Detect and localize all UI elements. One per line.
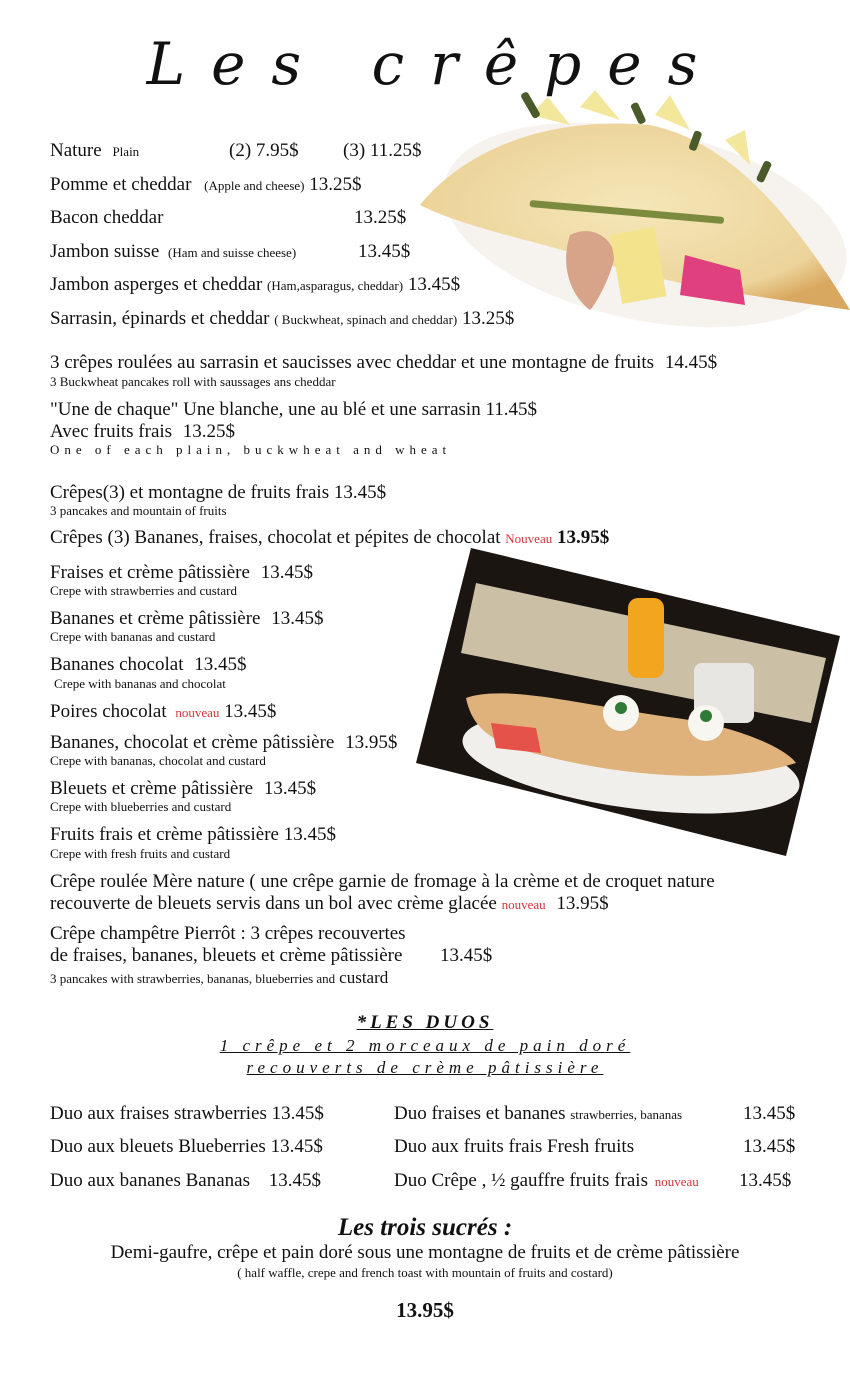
item-price: 13.45$ <box>194 654 247 675</box>
item-desc-end: custard <box>339 968 389 987</box>
item-price-3: (3) 11.25$ <box>343 140 422 161</box>
page-title: Les crêpes <box>146 30 724 98</box>
trois-sucres-desc: Demi-gaufre, crêpe et pain doré sous une montagne de fruits et de crème pâtissière <box>110 1242 740 1263</box>
menu-item-nature <box>50 140 139 163</box>
item-name: Bananes chocolat <box>50 654 184 675</box>
item-price: 13.45$ <box>739 1170 792 1191</box>
item-name-cont: recouverte de bleuets servis dans un bol avec crème glacée <box>50 893 497 914</box>
trois-sucres-desc-en: ( half waffle, crepe and french toast with mountain of fruits and costard) <box>237 1265 613 1280</box>
item-name: Fraises et crème pâtissière <box>50 562 250 583</box>
menu-item-mere-nature: Crêpe roulée Mère nature ( une crêpe garnie de fromage à la crème et de croquet nature <box>50 871 715 892</box>
item-name: Poires chocolat <box>50 701 167 722</box>
item-price: 13.45$ <box>440 945 493 966</box>
item-name: Crêpes(3) et montagne de fruits frais <box>50 482 330 503</box>
item-note: (Apple and cheese) <box>204 178 305 193</box>
item-variant <box>50 421 235 443</box>
item-note: strawberries, bananas <box>570 1107 683 1122</box>
menu-item-pierrot: Crêpe champêtre Pierrôt : 3 crêpes recouvertes <box>50 923 406 944</box>
item-name: Fruits frais et crème pâtissière <box>50 824 279 845</box>
item-name: Duo aux bleuets Blueberries <box>50 1136 266 1157</box>
menu-item-bacon-cheddar: Bacon cheddar <box>50 207 164 228</box>
duos-subtitle-2: recouverts de crème pâtissière <box>246 1058 604 1077</box>
menu-item-sarrasin-epinards <box>50 308 514 331</box>
new-badge: Nouveau <box>505 531 553 546</box>
menu-item-fraises-creme <box>50 562 313 584</box>
item-price: 13.95$ <box>556 527 610 548</box>
menu-item-bananes-creme <box>50 608 323 630</box>
menu-item-pomme-cheddar <box>50 174 362 197</box>
item-desc: Crepe with fresh fruits and custard <box>50 846 231 861</box>
duo-item-fruits-frais: Duo aux fruits frais Fresh fruits <box>394 1136 635 1157</box>
item-name: Duo aux bananes Bananas <box>50 1170 250 1191</box>
item-price: 14.45$ <box>664 352 718 373</box>
item-price: 13.45$ <box>358 241 411 262</box>
item-price: 13.45$ <box>271 608 324 629</box>
item-desc: Crepe with bananas and chocolat <box>54 676 226 691</box>
item-desc: Crepe with blueberries and custard <box>50 799 232 814</box>
item-variant-label: Avec fruits frais <box>50 421 173 442</box>
item-name: Duo aux fraises strawberries <box>50 1103 267 1124</box>
item-name: Duo fraises et bananes <box>394 1103 566 1124</box>
menu-item-crepes-bananes-fraises <box>50 527 609 550</box>
item-price: 13.45$ <box>271 1103 324 1124</box>
item-price: 13.45$ <box>407 274 461 295</box>
menu-item-bananes-chocolat-creme <box>50 732 397 754</box>
item-desc: Crepe with bananas, chocolat and custard <box>50 753 266 768</box>
item-price: 13.45$ <box>260 562 313 583</box>
duos-subtitle-1: 1 crêpe et 2 morceaux de pain doré <box>219 1036 631 1055</box>
crepe-asparagus-photo <box>420 85 850 345</box>
item-name: Sarrasin, épinards et cheddar <box>50 308 270 329</box>
duo-item-bleuets <box>50 1136 323 1158</box>
item-name: "Une de chaque" Une blanche, une au blé et une sarrasin <box>50 399 481 420</box>
duo-item-fraises-bananes <box>394 1103 682 1126</box>
item-name: Bleuets et crème pâtissière <box>50 778 254 799</box>
item-name: 3 crêpes roulées au sarrasin et saucisses avec cheddar et une montagne de fruits <box>50 352 655 373</box>
menu-item-bleuets-creme <box>50 778 316 800</box>
item-price: 13.45$ <box>743 1136 796 1157</box>
item-price: 13.45$ <box>333 482 387 503</box>
duo-item-fraises <box>50 1103 324 1125</box>
item-desc: 3 Buckwheat pancakes roll with saussages ans cheddar <box>50 374 336 389</box>
item-desc: Crepe with strawberries and custard <box>50 583 237 598</box>
item-price: 13.95$ <box>345 732 398 753</box>
trois-sucres-price: 13.95$ <box>396 1298 454 1322</box>
menu-item-jambon-suisse <box>50 241 296 264</box>
duo-item-bananes <box>50 1170 321 1192</box>
item-note: ( Buckwheat, spinach and cheddar) <box>274 312 458 327</box>
item-price: 13.25$ <box>309 174 362 195</box>
item-name: Nature <box>50 140 102 161</box>
new-badge: nouveau <box>654 1174 699 1189</box>
item-name: Jambon suisse <box>50 241 160 262</box>
duo-item-crepe-gauffre <box>394 1170 699 1193</box>
item-variant-price: 13.25$ <box>182 421 236 442</box>
new-badge: nouveau <box>175 705 220 720</box>
menu-item-mere-nature-line2 <box>50 893 609 916</box>
item-desc-text: 3 pancakes with strawberries, bananas, blueberries and <box>50 971 336 986</box>
item-desc: Crepe with bananas and custard <box>50 629 216 644</box>
item-price: 11.45$ <box>485 399 537 420</box>
item-price: 13.25$ <box>461 308 515 329</box>
item-desc: 3 pancakes and mountain of fruits <box>50 503 227 518</box>
item-price: 13.45$ <box>268 1170 321 1191</box>
item-name: Bananes, chocolat et crème pâtissière <box>50 732 335 753</box>
item-price: 13.95$ <box>556 893 609 914</box>
item-price-2: (2) 7.95$ <box>229 140 299 161</box>
item-name: Crêpes (3) Bananes, fraises, chocolat et pépites de chocolat <box>50 527 501 548</box>
duos-title: *LES DUOS <box>356 1012 494 1033</box>
item-price: 13.45$ <box>263 778 317 799</box>
menu-item-pierrot-line2: de fraises, bananes, bleuets et crème pâtissière <box>50 945 403 966</box>
item-price: 13.45$ <box>224 701 277 722</box>
menu-item-fruits-frais-creme <box>50 824 336 846</box>
item-price: 13.45$ <box>283 824 336 845</box>
menu-item-une-de-chaque <box>50 399 537 421</box>
item-price: 13.45$ <box>270 1136 323 1157</box>
menu-item-poires-chocolat <box>50 701 276 724</box>
item-note: (Ham and suisse cheese) <box>168 245 297 260</box>
menu-item-3-crepes-roulees <box>50 352 717 374</box>
item-name: Pomme et cheddar <box>50 174 192 195</box>
item-note: (Ham,asparagus, cheddar) <box>267 278 404 293</box>
item-desc <box>50 968 388 988</box>
menu-item-bananes-chocolat <box>50 654 246 676</box>
trois-sucres-title: Les trois sucrés : <box>337 1214 513 1241</box>
menu-item-jambon-asperges <box>50 274 460 297</box>
item-note: Plain <box>112 144 140 159</box>
item-price: 13.25$ <box>354 207 407 228</box>
crepe-dessert-photo <box>416 548 840 856</box>
item-desc: One of each plain, buckwheat and wheat <box>50 442 452 457</box>
item-name: Jambon asperges et cheddar <box>50 274 263 295</box>
new-badge: nouveau <box>501 897 546 912</box>
item-name: Duo Crêpe , ½ gauffre fruits frais <box>394 1170 648 1191</box>
item-name: Bananes et crème pâtissière <box>50 608 261 629</box>
item-price: 13.45$ <box>743 1103 796 1124</box>
menu-item-crepes-montagne-fruits <box>50 482 386 504</box>
